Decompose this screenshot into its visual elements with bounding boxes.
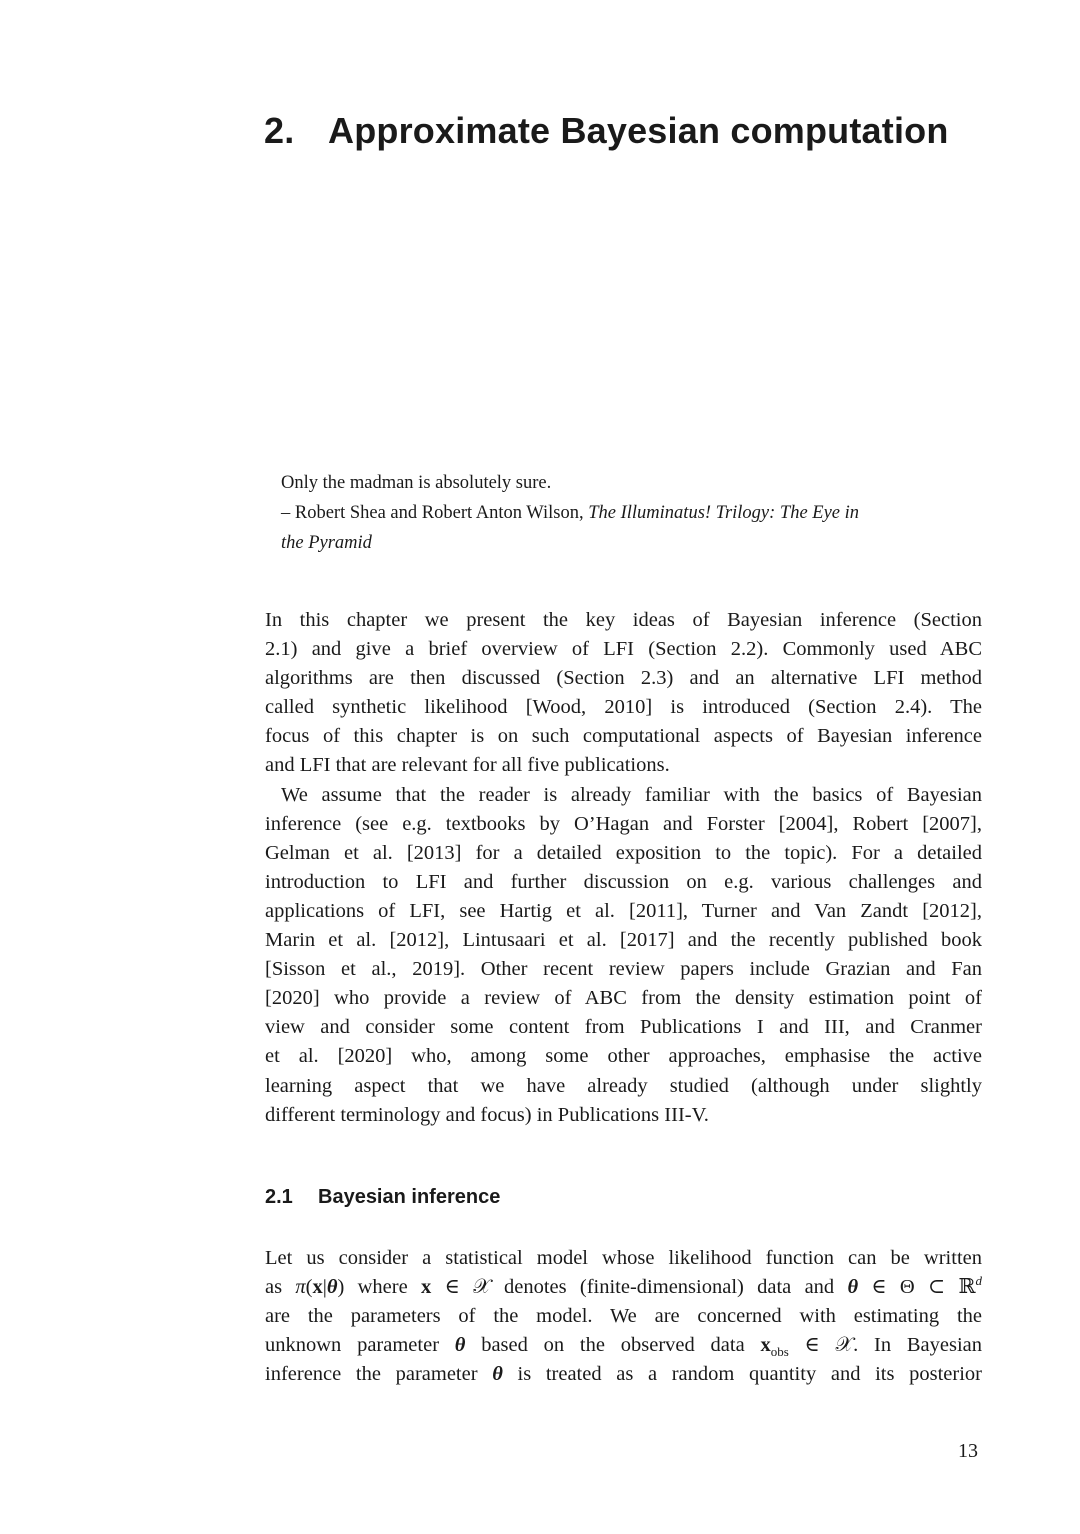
- text: based on the observed data: [465, 1334, 761, 1357]
- attribution-work-cont: the Pyramid: [281, 533, 372, 553]
- chapter-title: [264, 110, 949, 152]
- text: inference the parameter: [265, 1363, 493, 1386]
- math-superscript: d: [975, 1273, 983, 1289]
- text: ∈ 𝒳. In Bayesian: [788, 1334, 982, 1357]
- text-line-math: [265, 1273, 982, 1302]
- math-x: x: [312, 1276, 323, 1299]
- text-line: inference (see e.g. textbooks by O’Hagan and Forster [2004], Robert [2007],: [265, 812, 982, 835]
- text-line: Marin et al. [2012], Lintusaari et al. [2017] and the recently published book: [265, 929, 982, 952]
- section-heading: [265, 1186, 500, 1209]
- text-line: and LFI that are relevant for all five publications.: [265, 754, 670, 777]
- epigraph: [281, 468, 981, 558]
- math-x: x: [760, 1334, 771, 1357]
- text-line: [Sisson et al., 2019]. Other recent review papers include Grazian and Fan: [265, 958, 982, 981]
- text-line: different terminology and focus) in Publications III-V.: [265, 1103, 709, 1126]
- chapter-number: 2.: [264, 110, 295, 151]
- paragraph-intro: [265, 606, 982, 1130]
- text: ∈ 𝒳 denotes (finite-dimensional) data and: [431, 1276, 848, 1299]
- math-theta: θ: [326, 1276, 338, 1299]
- text-line: called synthetic likelihood [Wood, 2010] is introduced (Section 2.4). The: [265, 696, 982, 719]
- attribution-authors: – Robert Shea and Robert Anton Wilson,: [281, 503, 589, 523]
- epigraph-attribution: [281, 498, 981, 528]
- math-x: x: [421, 1276, 432, 1299]
- text: |: [322, 1276, 327, 1299]
- text-line-math: [265, 1360, 982, 1389]
- math-pi: π: [295, 1276, 306, 1299]
- math-theta: θ: [492, 1363, 503, 1386]
- math-theta: θ: [847, 1276, 859, 1299]
- text: as: [265, 1276, 296, 1299]
- text-line: Let us consider a statistical model whose likelihood function can be written: [265, 1247, 982, 1269]
- text: (: [305, 1276, 313, 1299]
- text-line: [2020] who provide a review of ABC from the density estimation point of: [265, 987, 982, 1010]
- epigraph-quote: Only the madman is absolutely sure.: [281, 473, 552, 493]
- paragraph-bayesian: [265, 1244, 982, 1389]
- section-title: Bayesian inference: [318, 1186, 501, 1208]
- text-line: Gelman et al. [2013] for a detailed exposition to the topic). For a detailed: [265, 841, 982, 864]
- text-line: focus of this chapter is on such computational aspects of Bayesian inference: [265, 725, 982, 748]
- math-theta: θ: [454, 1334, 466, 1357]
- text-line-math: [265, 1331, 982, 1360]
- section-number: 2.1: [265, 1186, 293, 1208]
- chapter-title-text: Approximate Bayesian computation: [328, 110, 949, 151]
- text-line: are the parameters of the model. We are concerned with estimating the: [265, 1305, 982, 1328]
- text-line: In this chapter we present the key ideas of Bayesian inference (Section: [265, 609, 982, 631]
- text: ∈ Θ ⊂ ℝ: [858, 1276, 976, 1299]
- text-line: et al. [2020] who, among some other approaches, emphasise the active: [265, 1045, 982, 1068]
- text-line: learning aspect that we have already studied (although under slightly: [265, 1074, 982, 1097]
- attribution-work: The Illuminatus! Trilogy: The Eye in: [588, 503, 860, 523]
- page-number: 13: [958, 1440, 978, 1462]
- text-line: 2.1) and give a brief overview of LFI (Section 2.2). Commonly used ABC: [265, 638, 982, 661]
- text: ) where: [337, 1276, 422, 1299]
- math-subscript: obs: [770, 1344, 789, 1360]
- text-line: applications of LFI, see Hartig et al. [2011], Turner and Van Zandt [2012],: [265, 899, 982, 922]
- text: is treated as a random quantity and its posterior: [502, 1363, 982, 1386]
- text-line: We assume that the reader is already familiar with the basics of Bayesian: [281, 783, 982, 806]
- text-line: algorithms are then discussed (Section 2.3) and an alternative LFI method: [265, 667, 982, 690]
- text: unknown parameter: [265, 1334, 455, 1357]
- text-line: view and consider some content from Publications I and III, and Cranmer: [265, 1016, 982, 1039]
- text-line: introduction to LFI and further discussion on e.g. various challenges and: [265, 870, 982, 893]
